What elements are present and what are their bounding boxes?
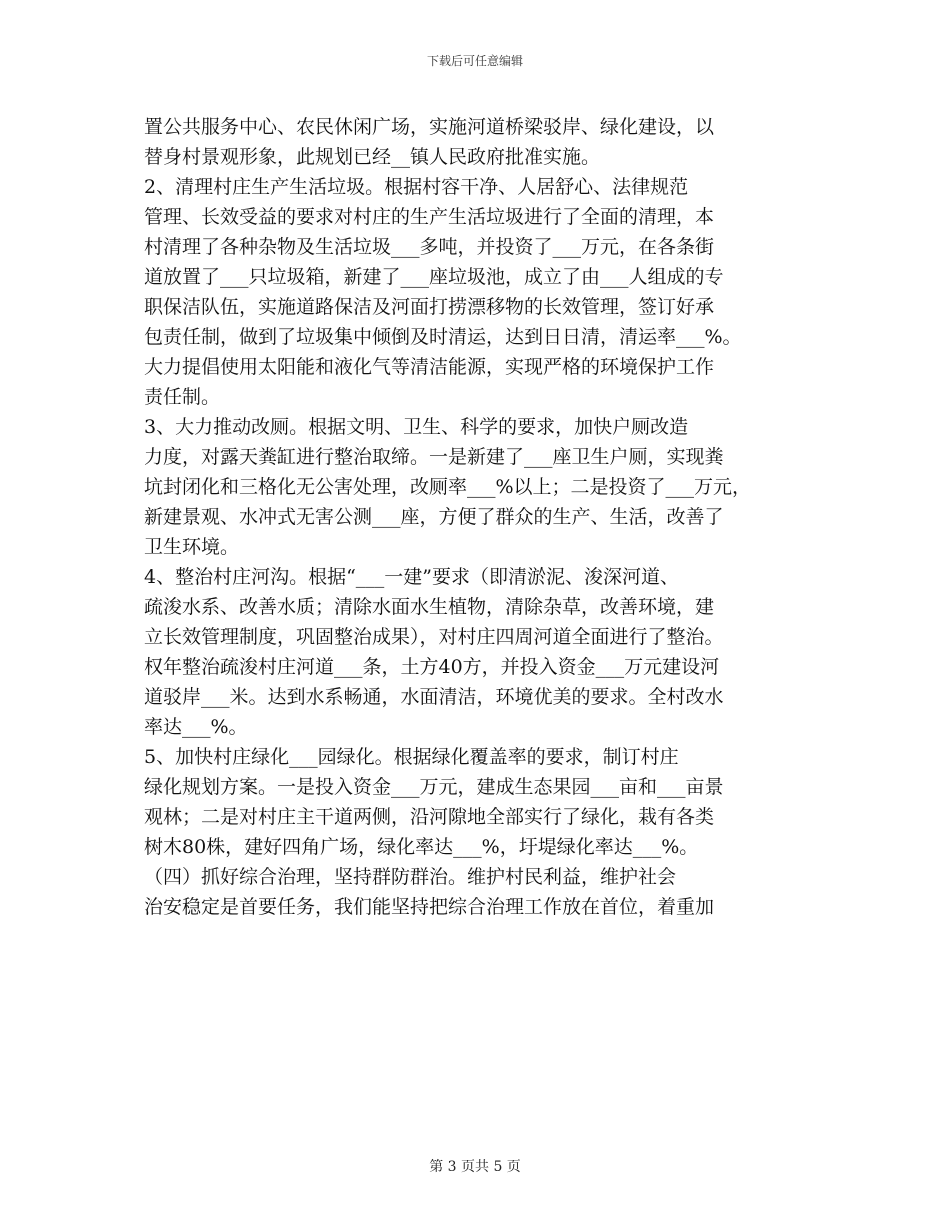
- body-line: （四）抓好综合治理，坚持群防群治。维护村民利益，维护社会: [144, 866, 677, 888]
- body-line: 卫生环境。: [144, 536, 240, 558]
- body-line: 力度，对露天粪缸进行整治取缔。一是新建了___座卫生户厕，实现粪: [144, 446, 724, 468]
- body-line: 替身村景观形象，此规划已经__镇人民政府批准实施。: [144, 146, 601, 168]
- body-line: 疏浚水系、改善水质；清除水面水生植物，清除杂草，改善环境，建: [144, 596, 715, 618]
- body-line: 道放置了___只垃圾箱，新建了___座垃圾池，成立了由___人组成的专: [144, 266, 724, 288]
- page-footer: 第 3 页共 5 页: [429, 1159, 521, 1175]
- body-line: 5、加快村庄绿化___园绿化。根据绿化覆盖率的要求，制订村庄: [144, 746, 679, 768]
- body-line: 包责任制，做到了垃圾集中倾倒及时清运，达到日日清，清运率___%。: [144, 326, 742, 348]
- body-line: 树木80株，建好四角广场，绿化率达___%，圩堤绿化率达___%。: [144, 836, 699, 858]
- body-line: 新建景观、水冲式无害公测___座，方便了群众的生产、生活，改善了: [144, 506, 724, 528]
- body-line: 责任制。: [144, 386, 221, 408]
- document-body: [144, 112, 824, 922]
- body-line: 2、清理村庄生产生活垃圾。根据村容干净、人居舒心、法律规范: [144, 176, 689, 198]
- body-line: 4、整治村庄河沟。根据“___一建”要求（即清淤泥、浚深河道、: [144, 566, 680, 588]
- body-line: 职保洁队伍，实施道路保洁及河面打捞漂移物的长效管理，签订好承: [144, 296, 715, 318]
- body-line: 管理、长效受益的要求对村庄的生产生活垃圾进行了全面的清理，本: [144, 206, 715, 228]
- body-line: 道驳岸___米。达到水系畅通，水面清洁，环境优美的要求。全村改水: [144, 686, 724, 708]
- body-line: 村清理了各种杂物及生活垃圾___多吨，并投资了___万元，在各条街: [144, 236, 715, 258]
- body-line: 3、大力推动改厕。根据文明、卫生、科学的要求，加快户厕改造: [144, 416, 689, 438]
- body-line: 权年整治疏浚村庄河道___条，土方40方，并投入资金___万元建设河: [144, 656, 720, 678]
- body-line: 治安稳定是首要任务，我们能坚持把综合治理工作放在首位，着重加: [144, 896, 715, 918]
- body-line: 置公共服务中心、农民休闲广场，实施河道桥梁驳岸、绿化建设，以: [144, 116, 715, 138]
- body-line: 绿化规划方案。一是投入资金___万元，建成生态果园___亩和___亩景: [144, 776, 724, 798]
- body-line: 立长效管理制度，巩固整治成果），对村庄四周河道全面进行了整治。: [144, 626, 724, 648]
- body-line: 观林；二是对村庄主干道两侧，沿河隙地全部实行了绿化，栽有各类: [144, 806, 715, 828]
- body-line: 坑封闭化和三格化无公害处理，改厕率___%以上；二是投资了___万元，: [144, 476, 752, 498]
- body-line: 率达___%。: [144, 716, 248, 738]
- body-line: 大力提倡使用太阳能和液化气等清洁能源，实现严格的环境保护工作: [144, 356, 715, 378]
- page-header: 下载后可任意编辑: [426, 54, 523, 68]
